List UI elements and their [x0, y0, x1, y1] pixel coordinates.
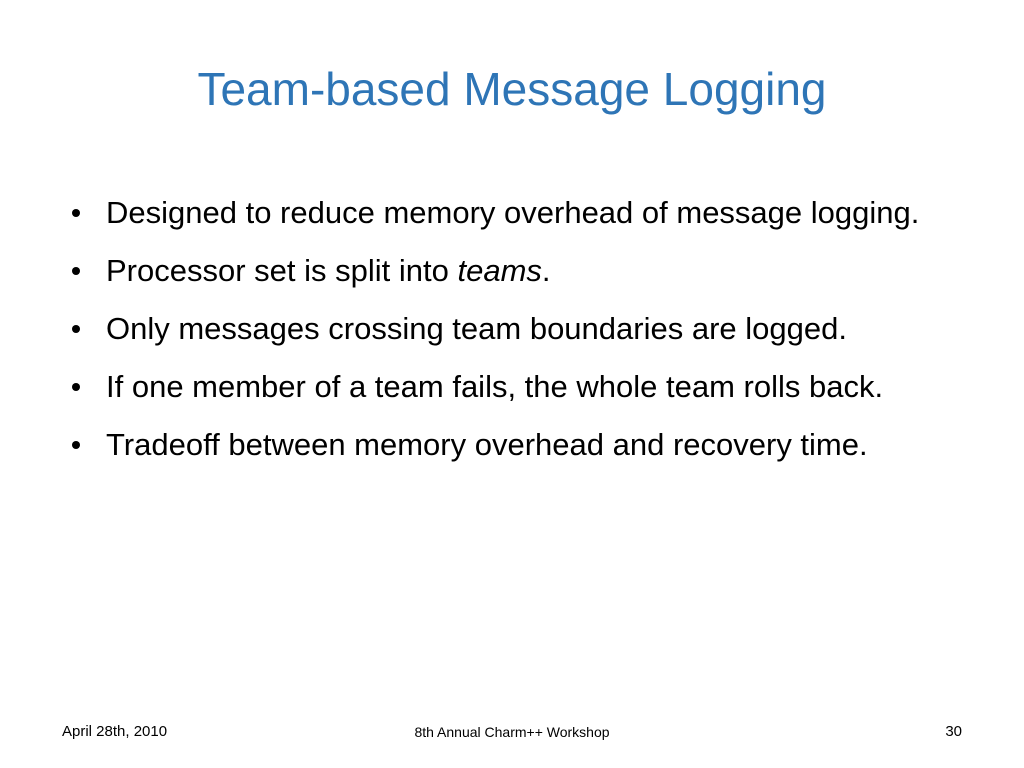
bullet-item [70, 248, 970, 294]
bullet-text: If one member of a team fails, the whole team rolls back. [106, 369, 884, 404]
bullet-dot-icon [72, 267, 80, 275]
bullet-item [70, 364, 970, 410]
bullet-text: Designed to reduce memory overhead of message logging. [106, 195, 920, 230]
bullet-dot-icon [72, 441, 80, 449]
bullet-text: Processor set is split into [106, 253, 458, 288]
footer-date: April 28th, 2010 [62, 723, 168, 740]
bullet-list [70, 190, 970, 480]
bullet-dot-icon [72, 325, 80, 333]
bullet-text: Only messages crossing team boundaries are logged. [106, 311, 847, 346]
slide-title: Team-based Message Logging [197, 63, 827, 115]
footer-page-number: 30 [945, 723, 962, 740]
bullet-text: Tradeoff between memory overhead and recovery time. [106, 427, 868, 462]
bullet-item [70, 422, 970, 468]
bullet-dot-icon [72, 209, 80, 217]
bullet-dot-icon [72, 383, 80, 391]
bullet-item [70, 306, 970, 352]
bullet-item [70, 190, 970, 236]
bullet-text-end: . [541, 253, 551, 288]
footer-event: 8th Annual Charm++ Workshop [414, 724, 610, 740]
bullet-emphasis: teams [457, 253, 542, 288]
